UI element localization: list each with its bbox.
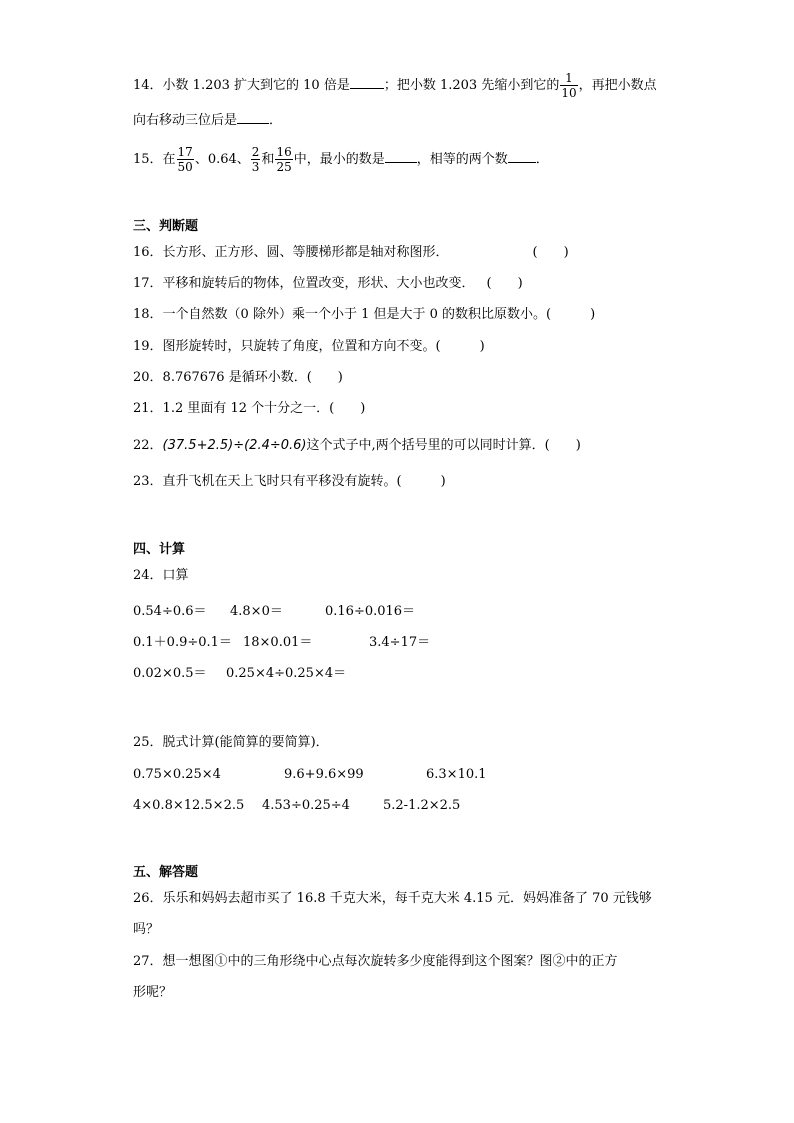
question-14-line-1 [133, 72, 657, 99]
q14-blank-2[interactable] [237, 110, 269, 124]
oral-item: 18×0.01＝ [243, 635, 313, 650]
answer-paren-21[interactable]: ( ) [329, 401, 366, 416]
step-calc-item: 0.75×0.25×4 [133, 767, 221, 782]
oral-item: 0.25×4÷0.25×4＝ [226, 666, 347, 681]
question-18: 18．一个自然数（0 除外）乘一个小于 1 但是大于 0 的数积比原数小。( ) [133, 307, 596, 322]
section-4-heading: 四、计算 [133, 542, 186, 557]
question-21: 21．1.2 里面有 12 个十分之一．( ) [133, 401, 366, 416]
q15-fraction-1: $\frac{17}{50}$ [177, 145, 193, 174]
question-26-line-1: 26．乐乐和妈妈去超市买了 16.8 千克大米，每千克大米 4.15 元．妈妈准备了 70 元钱够 [133, 891, 652, 906]
step-calc-item: 9.6+9.6×99 [284, 767, 364, 782]
q15-blank-1[interactable] [385, 149, 417, 163]
question-22: 22．(37.5+2.5)÷(2.4÷0.6)这个式子中,两个括号里的可以同时计算．( ) [133, 438, 581, 453]
q14-part1: 14．小数 1.203 扩大到它的 10 倍是 [133, 78, 350, 93]
step-calc-item: 4×0.8×12.5×2.5 [133, 798, 245, 813]
section-5-heading: 五、解答题 [133, 865, 199, 880]
answer-paren-16[interactable]: ( ) [532, 245, 569, 260]
step-calc-item: 5.2-1.2×2.5 [383, 798, 461, 813]
step-calc-item: 6.3×10.1 [426, 767, 487, 782]
oral-item: 0.16÷0.016＝ [325, 604, 416, 619]
answer-paren-18[interactable]: ( ) [546, 307, 596, 322]
answer-paren-17[interactable]: ( ) [486, 276, 523, 291]
question-14-line-2: 向右移动三位后是 ． [133, 110, 282, 127]
oral-item: 4.8×0＝ [230, 604, 283, 619]
step-calc-item: 4.53÷0.25÷4 [262, 798, 350, 813]
q14-fraction: $\frac{1}{10}$ [561, 71, 577, 100]
answer-paren-19[interactable]: ( ) [435, 339, 485, 354]
answer-paren-22[interactable]: ( ) [544, 438, 581, 453]
q14-part3: ，再把小数点 [578, 78, 657, 93]
oral-item: 3.4÷17＝ [369, 635, 431, 650]
answer-paren-20[interactable]: ( ) [306, 370, 343, 385]
oral-item: 0.1＋0.9÷0.1＝ [133, 635, 232, 650]
q14-blank-1[interactable] [350, 75, 384, 89]
question-25-label: 25．脱式计算(能简算的要简算)． [133, 735, 329, 750]
question-26-line-2: 吗？ [133, 922, 160, 937]
oral-item: 0.54÷0.6＝ [133, 604, 207, 619]
q14-part2: ；把小数 1.203 先缩小到它的 [383, 78, 560, 93]
question-24-label: 24．口算 [133, 568, 189, 583]
question-23: 23．直升飞机在天上飞时只有平移没有旋转。( ) [133, 474, 446, 489]
section-3-heading: 三、判断题 [133, 219, 199, 234]
q22-expression: (37.5+2.5)÷(2.4÷0.6) [162, 438, 307, 453]
q15-fraction-2: $\frac{2}{3}$ [251, 145, 260, 174]
q15-fraction-3: $\frac{16}{25}$ [276, 145, 292, 174]
question-20: 20．8.767676 是循环小数．( ) [133, 370, 343, 385]
answer-paren-23[interactable]: ( ) [396, 474, 446, 489]
q14-line2-text: 向右移动三位后是 [133, 113, 238, 128]
oral-item: 0.02×0.5＝ [133, 666, 207, 681]
question-16: 16．长方形、正方形、圆、等腰梯形都是轴对称图形． ( ) [133, 245, 569, 260]
question-17: 17．平移和旋转后的物体，位置改变，形状、大小也改变． ( ) [133, 276, 523, 291]
question-27-line-2: 形呢？ [133, 985, 173, 1000]
question-27-line-1: 27．想一想图①中的三角形绕中心点每次旋转多少度能得到这个图案？图②中的正方 [133, 954, 618, 969]
question-15: 15．在 $\frac{17}{50}$ 、0.64、 $\frac{2}{3}$ 和 $\frac{16}{25}$ 中，最小的数是 ，相等的两个数 ． [133, 145, 549, 174]
q15-blank-2[interactable] [508, 149, 536, 163]
question-19: 19．图形旋转时，只旋转了角度，位置和方向不变。( ) [133, 339, 485, 354]
